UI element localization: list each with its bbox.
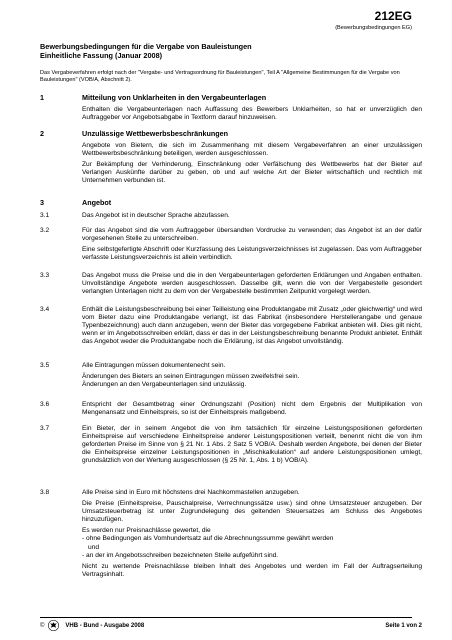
item-paragraph: Eine selbstgefertigte Abschrift oder Kurzfassung des Leistungsverzeichnisses ist zugelassen. Das vom Auftraggeber verfasste Leistungsverzeichnis ist allein verbindlich. bbox=[82, 246, 422, 262]
section-number: 3 bbox=[40, 198, 44, 207]
section-2 bbox=[40, 129, 422, 185]
form-code: 212EG bbox=[374, 9, 412, 23]
item-paragraph: Alle Preise sind in Euro mit höchstens drei Nachkommastellen anzugeben. bbox=[82, 489, 300, 496]
bullet-item: - ohne Bedingungen als Vomhundertsatz auf die Abrechnungssumme gewährt werden bbox=[82, 535, 334, 543]
item-number: 3.5 bbox=[40, 362, 50, 369]
item-number: 3.6 bbox=[40, 401, 50, 408]
title-line-1: Bewerbungsbedingungen für die Vergabe von Bauleistungen bbox=[40, 42, 252, 51]
item-paragraph: Für das Angebot sind die vom Auftraggeber übersandten Vordrucke zu verwenden; das Angebot ist an der dafür vorgesehenen Stelle zu unterschreiben. bbox=[82, 227, 422, 243]
section-heading: Unzulässige Wettbewerbsbeschränkungen bbox=[82, 129, 229, 138]
item-number: 3.8 bbox=[40, 489, 50, 496]
footer-edition: VHB - Bund - Ausgabe 2008 bbox=[65, 622, 145, 629]
item-number: 3.4 bbox=[40, 306, 50, 313]
title-line-2: Einheitliche Fassung (Januar 2008) bbox=[40, 51, 163, 60]
section-number: 1 bbox=[40, 93, 44, 102]
item-paragraph: Entspricht der Gesamtbetrag einer Ordnungszahl (Position) nicht dem Ergebnis der Multiplikation von Mengenansatz und Einheitspreis, so ist der Einheitspreis maßgebend. bbox=[82, 401, 422, 417]
section-heading: Angebot bbox=[82, 198, 112, 207]
document-title bbox=[40, 42, 420, 60]
bullet-item: - an der im Angebotsschreiben bezeichneten Stelle aufgeführt sind. bbox=[82, 551, 279, 559]
item-paragraph: Alle Eintragungen müssen dokumentenecht sein. bbox=[82, 362, 226, 369]
section-heading: Mitteilung von Unklarheiten in den Vergabeunterlagen bbox=[82, 93, 267, 102]
section-1 bbox=[40, 93, 422, 122]
item-3-2 bbox=[40, 227, 422, 262]
bullet-connector: und bbox=[88, 543, 100, 551]
item-paragraph: Das Angebot muss die Preise und die in den Vergabeunterlagen geforderten Erklärungen und Angaben enthalten. Unvollständige Angebote werden ausgeschlossen. Dasselbe gilt, wenn die von der Vergabestelle gesondert verlangten Unterlagen nicht zu dem von der Vergabestelle bestimmten Zeitpunkt vorgelegt werden. bbox=[82, 272, 422, 296]
intro-text: Das Vergabeverfahren erfolgt nach der "Vergabe- und Vertragsordnung für Bauleistungen", Teil A "Allgemeine Bestimmungen für die Vergabe von Bauleistungen" (VOB/A, Abschnitt 2). bbox=[40, 70, 400, 84]
section-paragraph: Zur Bekämpfung der Verhinderung, Einschränkung oder Verfälschung des Wettbewerbs hat der Bieter auf Verlangen Auskünfte darüber zu geben, ob und auf welche Art der Bieter wirtschaftlich und rechtlich mit Unternehmen verbunden ist. bbox=[82, 161, 422, 185]
item-paragraph: Enthält die Leistungsbeschreibung bei einer Teilleistung eine Produktangabe mit Zusatz „oder gleichwertig“ und wird vom Bieter dazu eine Produktangabe verlangt, ist das Fabrikat (insbesondere Herstellerangabe und genaue Typenbezeichnung) auch dann anzugeben, wenn der Bieter das vorgegebene Fabrikat anbieten will. Dies gilt nicht, wenn er im Angebotsschreiben erklärt, dass er das in der Leistungsbeschreibung benannte Produkt anbietet. Enthält das Angebot weder die Produktangabe noch die Erklärung, ist das Angebot unvollständig. bbox=[82, 306, 422, 346]
section-text: Enthalten die Vergabeunterlagen nach Auffassung des Bewerbers Unklarheiten, so hat er unverzüglich den Auftraggeber vor Angebotsabgabe in Textform darauf hinzuweisen. bbox=[82, 106, 422, 122]
item-3-6 bbox=[40, 401, 422, 417]
page-footer bbox=[40, 620, 422, 631]
item-3-1 bbox=[40, 212, 422, 220]
item-number: 3.3 bbox=[40, 272, 50, 279]
item-paragraph: Nicht zu wertende Preisnachlässe bleiben Inhalt des Angebotes und werden im Fall der Auftragserteilung Vertragsinhalt. bbox=[82, 562, 422, 578]
item-paragraph: Es werden nur Preisnachlässe gewertet, die bbox=[82, 527, 211, 535]
item-3-3 bbox=[40, 272, 422, 296]
item-number: 3.7 bbox=[40, 425, 50, 432]
item-paragraph: Änderungen an den Vergabeunterlagen sind unzulässig. bbox=[82, 381, 247, 389]
footer-divider bbox=[40, 617, 412, 618]
item-3-8 bbox=[40, 489, 422, 579]
item-3-7 bbox=[40, 425, 422, 465]
item-number: 3.1 bbox=[40, 212, 50, 219]
item-3-4 bbox=[40, 306, 422, 346]
item-paragraph: Das Angebot ist in deutscher Sprache abzufassen. bbox=[82, 212, 230, 219]
copyright-symbol: © bbox=[40, 622, 45, 629]
page-number: Seite 1 von 2 bbox=[385, 622, 422, 629]
form-code-subtitle: (Bewerbungsbedingungen EG) bbox=[335, 25, 412, 31]
item-3-5 bbox=[40, 362, 422, 389]
item-paragraph: Ein Bieter, der in seinem Angebot die von ihm tatsächlich für einzelne Leistungspositionen geforderten Einheitspreise auf verschiedene Einheitspreise anderer Leistungspositionen verteilt, benennt nicht die von ihm geforderten Preise im Sinne von § 21 Nr. 1 Abs. 2 Satz 5 VOB/A. Deshalb werden Angebote, bei denen der Bieter die Einheitspreise einzelner Leistungspositionen in „Mischkalkulation“ auf andere Leistungspositionen umlegt, grundsätzlich von der Wertung ausgeschlossen (§ 25 Nr. 1, Abs. 1 b) VOB/A). bbox=[82, 425, 422, 465]
section-paragraph: Angebote von Bietern, die sich im Zusammenhang mit diesem Vergabeverfahren an einer unzulässigen Wettbewerbsbeschränkung beteiligen, werden ausgeschlossen. bbox=[82, 142, 422, 158]
item-paragraph: Änderungen des Bieters an seinen Eintragungen müssen zweifelsfrei sein. bbox=[82, 373, 300, 381]
item-number: 3.2 bbox=[40, 227, 50, 234]
item-paragraph: Die Preise (Einheitspreise, Pauschalpreise, Verrechnungssätze usw.) sind ohne Umsatzsteuer anzugeben. Der Umsatzsteuerbetrag ist unter Zugrundelegung des geltenden Steuersatzes am Schluss des Angebotes hinzuzufügen. bbox=[82, 500, 422, 524]
federal-eagle-icon bbox=[48, 620, 59, 631]
section-3 bbox=[40, 198, 422, 207]
section-number: 2 bbox=[40, 129, 44, 138]
